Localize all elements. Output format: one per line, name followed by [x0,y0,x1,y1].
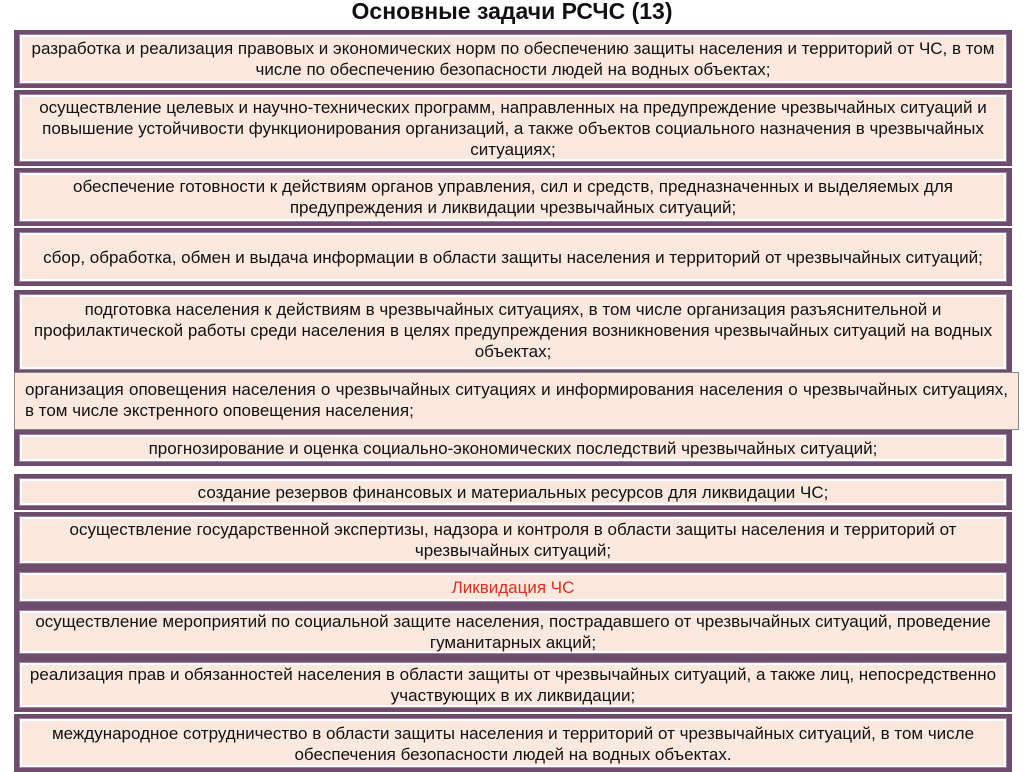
section-heading-box [14,568,1012,606]
task-text: разработка и реализация правовых и экономических норм по обеспечению защиты населения и территорий от ЧС, в том числе по обеспечению безопасности людей на водных объектах; [19,34,1007,84]
task-box-12 [14,714,1012,772]
task-text: прогнозирование и оценка социально-экономических последствий чрезвычайных ситуаций; [19,434,1007,462]
task-text: осуществление государственной экспертизы, надзора и контроля в области защиты населения и территорий от чрезвычайных ситуаций; [19,516,1007,564]
task-box-10 [14,606,1012,658]
task-text: международное сотрудничество в области защиты населения и территорий от чрезвычайных ситуаций, в том числе обеспечения безопасности людей на водных объектах. [19,718,1007,768]
task-text: реализация прав и обязанностей населения в области защиты от чрезвычайных ситуаций, а также лиц, непосредственно участвующих в их ликвидации; [19,662,1007,708]
task-box-4 [14,228,1012,286]
task-box-11 [14,658,1012,712]
task-text: осуществление мероприятий по социальной защите населения, пострадавшего от чрезвычайных ситуаций, проведение гуманитарных акций; [19,610,1007,654]
task-box-2 [14,90,1012,166]
task-text: создание резервов финансовых и материальных ресурсов для ликвидации ЧС; [19,478,1007,506]
task-box-9 [14,512,1012,568]
task-text: осуществление целевых и научно-технических программ, направленных на предупреждение чрезвычайных ситуаций и повышение устойчивости функционирования организаций, а также объектов социального назначения в чрезвычайных ситуациях; [19,94,1007,162]
section-heading: Ликвидация ЧС [19,572,1007,602]
task-box-3 [14,168,1012,226]
page-title: Основные задачи РСЧС (13) [351,0,673,24]
task-text: подготовка населения к действиям в чрезвычайных ситуациях, в том числе организация разъяснительной и профилактической работы среди населения в целях предупреждения возникновения чрезвычайных ситуаций на водных объектах; [19,294,1007,370]
task-box-5 [14,290,1012,374]
task-text: обеспечение готовности к действиям органов управления, сил и средств, предназначенных и выделяемых для предупреждения и ликвидации чрезвычайных ситуаций; [19,172,1007,222]
task-box-8 [14,474,1012,510]
task-box-7 [14,430,1012,466]
task-box-6: организация оповещения населения о чрезвычайных ситуациях и информирования населения о чрезвычайных ситуациях, в том числе экстренного оповещения населения; [14,372,1019,430]
task-text: сбор, обработка, обмен и выдача информации в области защиты населения и территорий от чрезвычайных ситуаций; [19,232,1007,282]
task-box-1 [14,30,1012,88]
